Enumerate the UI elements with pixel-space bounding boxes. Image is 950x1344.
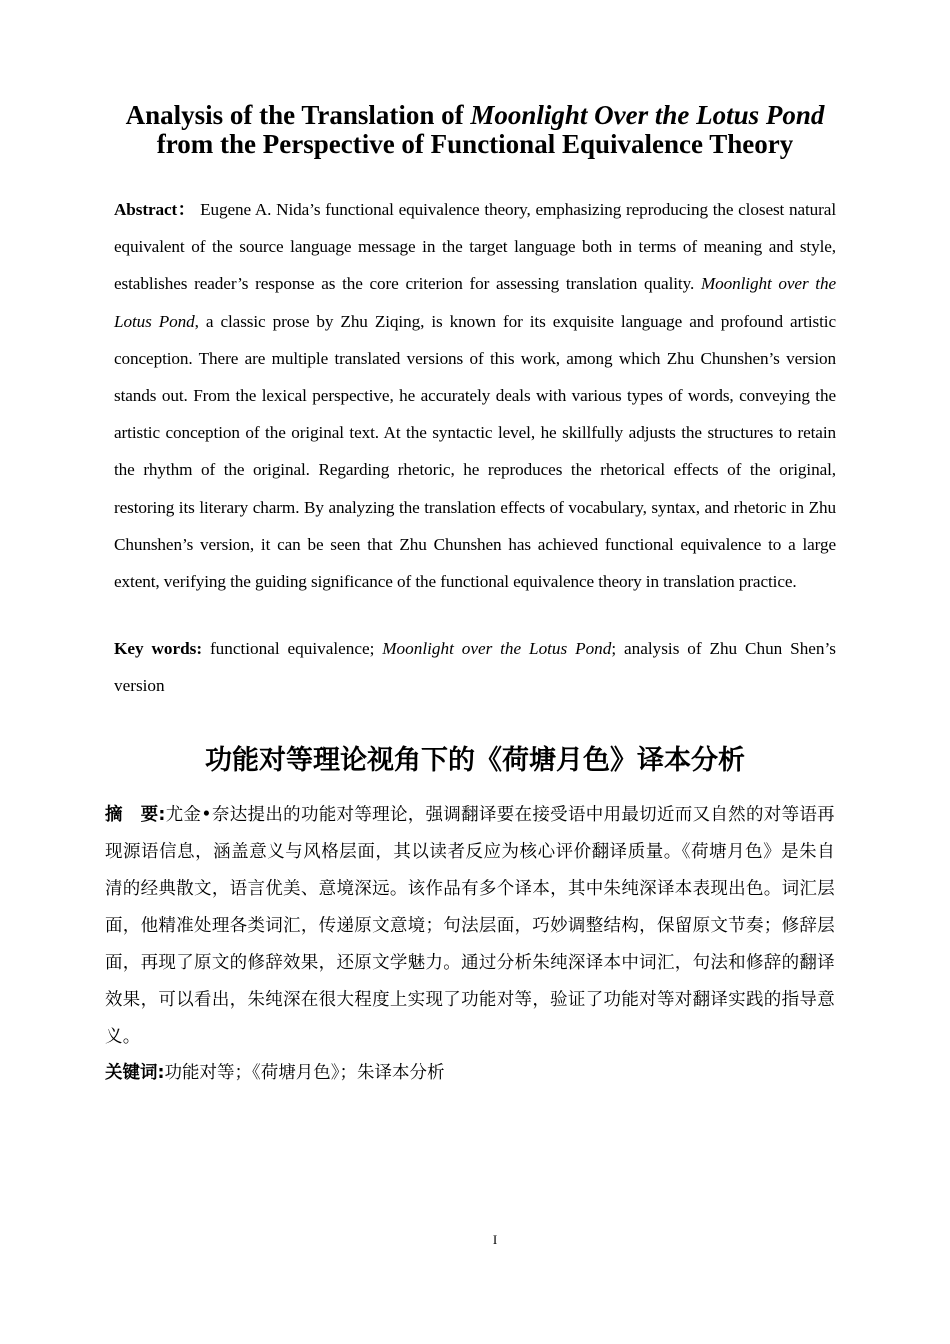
english-keywords <box>114 630 836 704</box>
chinese-keywords <box>105 1055 835 1092</box>
chinese-abstract <box>105 797 835 1056</box>
english-keywords-text-2: ; analysis of Zhu Chun Shen’s version <box>114 639 836 695</box>
english-abstract <box>114 191 836 600</box>
english-title-part1: Analysis of the Translation of <box>125 100 471 130</box>
chinese-abstract-label: 摘 要: <box>105 805 166 825</box>
english-abstract-text-1: Eugene A. Nida’s functional equivalence theory, emphasizing reproducing the closest natural equivalent of the source language message in the target language both in terms of meaning and style, establishes reader’s response as the core criterion for assessing translation quality. <box>114 200 837 294</box>
english-keywords-text-1: functional equivalence; <box>202 639 383 658</box>
english-abstract-work-name: Moonlight over the Lotus Pond <box>114 274 836 331</box>
chinese-abstract-text: 尤金•奈达提出的功能对等理论，强调翻译要在接受语中用最切近而又自然的对等语再现源语信息，涵盖意义与风格层面，其以读者反应为核心评价翻译质量。《荷塘月色》是朱自清的经典散文，语言优美、意境深远。该作品有多个译本，其中朱纯深译本表现出色。词汇层面，他精准处理各类词汇，传递原文意境；句法层面，巧妙调整结构，保留原文节奏；修辞层面，再现了原文的修辞效果，还原文学魅力。通过分析朱纯深译本中词汇，句法和修辞的翻译效果，可以看出，朱纯深在很大程度上实现了功能对等，验证了功能对等对翻译实践的指导意义。 <box>105 805 835 1047</box>
english-keywords-label: Key words: <box>114 639 203 658</box>
chinese-title: 功能对等理论视角下的《荷塘月色》译本分析 <box>205 745 745 776</box>
english-keywords-work-name: Moonlight over the Lotus Pond <box>382 639 612 658</box>
page-number: I <box>492 1232 498 1247</box>
english-title-part2: from the Perspective of Functional Equivalence Theory <box>156 129 794 159</box>
english-abstract-label: Abstract： <box>114 200 196 219</box>
english-title <box>120 101 830 159</box>
chinese-keywords-text: 功能对等；《荷塘月色》；朱译本分析 <box>164 1063 445 1083</box>
english-title-work-name: Moonlight Over the Lotus Pond <box>470 100 825 130</box>
english-abstract-text-2: , a classic prose by Zhu Ziqing, is known for its exquisite language and profound artistic conception. There are multiple translated versions of this work, among which Zhu Chunshen’s version stands out. From the lexical perspective, he accurately deals with various types of words, conveying the artistic conception of the original text. At the syntactic level, he skillfully adjusts the structures to retain the rhythm of the original. Regarding rhetoric, he reproduces the rhetorical effects of the original, restoring its literary charm. By analyzing the translation effects of vocabulary, syntax, and rhetoric in Zhu Chunshen’s version, it can be seen that Zhu Chunshen has achieved functional equivalence to a large extent, verifying the guiding significance of the functional equivalence theory in translation practice. <box>114 311 836 592</box>
chinese-keywords-label: 关键词: <box>105 1063 165 1083</box>
